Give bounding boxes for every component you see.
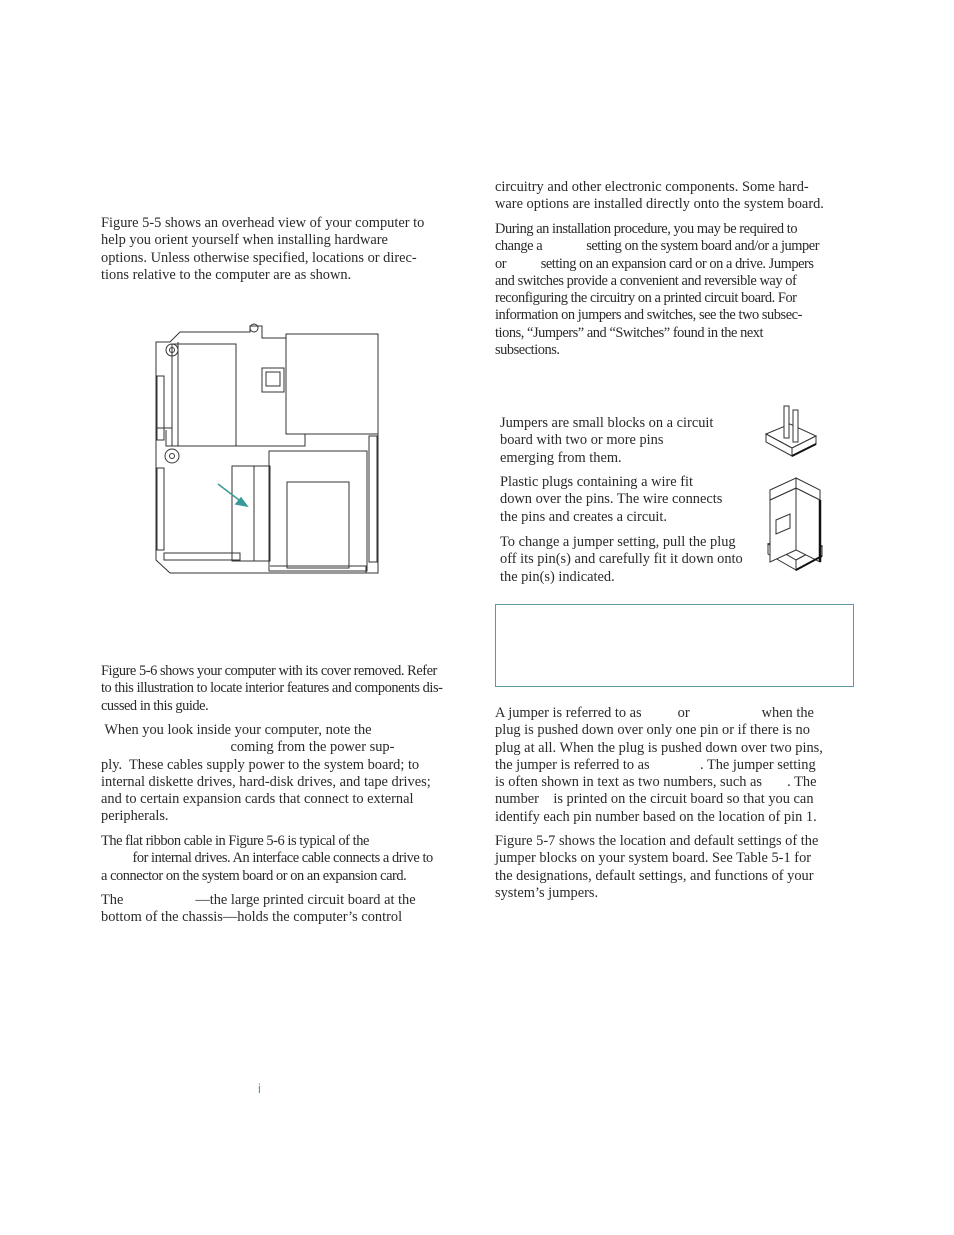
jumper-desc-change: To change a jumper setting, pull the plug off its pin(s) and carefully fit it down onto the pin(s) indicated.	[500, 534, 743, 585]
left-para-system-board: The —the large printed circuit board at the bottom of the chassis—holds the computer’s control	[101, 892, 416, 926]
right-para-jumper-settings: A jumper is referred to as or when the plug is pushed down over only one pin or if there is no plug at all. When the plug is pushed down over two pins, the jumper is referred to as . The jumper setting is often shown in text as two numbers, such as . The number is printed on the circuit board so that you can identify each pin number based on the location of pin 1.	[495, 705, 823, 825]
computer-overhead-diagram	[150, 318, 385, 580]
note-box	[495, 604, 854, 687]
page-number-mark: i	[258, 1081, 261, 1096]
left-para-ribbon-cable: The flat ribbon cable in Figure 5-6 is typical of the for internal drives. An interface cable connects a drive to a connector on the system board or on an expansion card.	[101, 833, 433, 884]
jumper-desc-blocks: Jumpers are small blocks on a circuit board with two or more pins emerging from them.	[500, 415, 714, 466]
right-para-installation: During an installation procedure, you may be required to change a setting on the system board and/or a jumper or setting on an expansion card or on a drive. Jumpers and switches provide a convenient and reversible way of reconfiguring the circuitry on a printed circuit board. For information on jumpers and switches, see the two subsec- tions, “Jumpers” and “Switches” found in the next subsections.	[495, 221, 820, 359]
jumper-pins-illustration	[760, 402, 822, 464]
jumper-desc-plugs: Plastic plugs containing a wire fit down over the pins. The wire connects the pins and creates a circuit.	[500, 474, 723, 525]
right-para-circuitry: circuitry and other electronic components. Some hard- ware options are installed directly onto the system board.	[495, 179, 824, 213]
left-para-power-cables: When you look inside your computer, note the coming from the power sup- ply. These cables supply power to the system board; to internal diskette drives, hard-disk drives, and tape drives; and to certain expansion cards that connect to external peripherals.	[101, 722, 431, 825]
left-para-figure-5-6: Figure 5-6 shows your computer with its cover removed. Refer to this illustration to locate interior features and components dis- cussed in this guide.	[101, 663, 443, 714]
left-para-figure-5-5: Figure 5-5 shows an overhead view of your computer to help you orient yourself when installing hardware options. Unless otherwise specified, locations or direc- tions relative to the computer are as shown.	[101, 215, 425, 283]
jumper-plug-illustration	[764, 470, 826, 582]
right-para-figure-5-7: Figure 5-7 shows the location and default settings of the jumper blocks on your system board. See Table 5-1 for the designations, default settings, and functions of your system’s jumpers.	[495, 833, 819, 901]
